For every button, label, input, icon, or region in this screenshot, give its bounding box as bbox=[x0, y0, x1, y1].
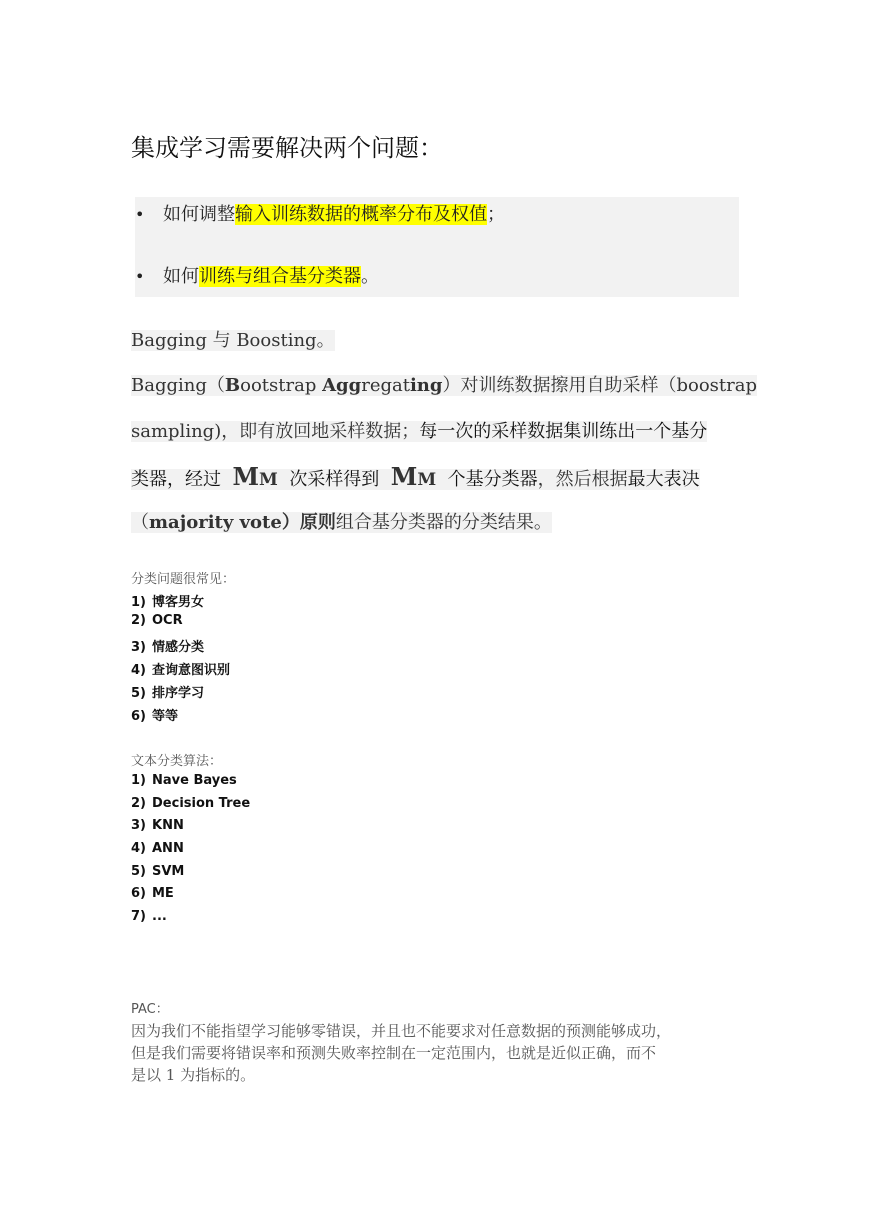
list-num: 1) bbox=[131, 773, 146, 788]
bullet-item bbox=[135, 262, 379, 288]
bagging-para-line-4 bbox=[131, 508, 552, 534]
bullet-highlight: 训练与组合基分类器 bbox=[199, 266, 361, 287]
bullet-dot-icon: • bbox=[135, 267, 145, 286]
list-text: KNN bbox=[152, 818, 184, 833]
bullet-dot-icon: • bbox=[135, 205, 145, 224]
text-run: 类器，经过 bbox=[131, 469, 221, 490]
bagging-boosting-line bbox=[131, 326, 335, 352]
list-num: 3) bbox=[131, 818, 146, 833]
pac-line: 但是我们需要将错误率和预测失败率控制在一定范围内，也就是近似正确，而不 bbox=[131, 1044, 657, 1062]
math-m: M bbox=[259, 470, 278, 490]
bullet-post: 。 bbox=[361, 266, 379, 287]
list-text: ... bbox=[152, 909, 167, 924]
list-text: 博客男女 bbox=[152, 595, 205, 610]
text-run: Bagging（ bbox=[131, 375, 225, 396]
list-num: 1) bbox=[131, 595, 146, 610]
list-num: 5) bbox=[131, 864, 146, 879]
pac-line: 因为我们不能指望学习能够零错误，并且也不能要求对任意数据的预测能够成功， bbox=[131, 1022, 672, 1040]
text-run: ，然后根据 bbox=[537, 469, 628, 490]
list-item bbox=[131, 659, 230, 678]
list-num: 4) bbox=[131, 841, 146, 856]
list-item bbox=[131, 591, 204, 610]
list-item bbox=[131, 613, 183, 628]
list-item bbox=[131, 909, 167, 924]
list-item bbox=[131, 705, 178, 724]
list-text: Decision Tree bbox=[152, 796, 251, 811]
text-run-bold: ）原则 bbox=[281, 512, 336, 533]
bullet-post: ； bbox=[487, 204, 505, 225]
list-text: OCR bbox=[152, 613, 183, 628]
list-num: 4) bbox=[131, 663, 146, 678]
list-item bbox=[131, 886, 174, 901]
text-run-bold: B bbox=[224, 375, 241, 396]
text-run-emphasis: 每一次的采样数据集训练出一个基分 bbox=[419, 421, 708, 442]
list-text: ME bbox=[152, 886, 174, 901]
list-num: 7) bbox=[131, 909, 146, 924]
bagging-para-line-3 bbox=[131, 462, 700, 491]
list-text: 查询意图识别 bbox=[152, 663, 231, 678]
text-run: ootstrap bbox=[240, 375, 323, 396]
math-m: M bbox=[417, 470, 437, 490]
text-run: 最大表决 bbox=[627, 469, 700, 490]
text-run: 组合基分类器的分类结果。 bbox=[335, 512, 552, 533]
list-item bbox=[131, 682, 204, 701]
text-run: （ bbox=[131, 512, 149, 533]
pac-title: PAC： bbox=[131, 1002, 169, 1017]
text-run: 次采样得到 bbox=[289, 469, 380, 490]
bagging-boosting-text: Bagging 与 Boosting。 bbox=[131, 330, 335, 351]
list-num: 3) bbox=[131, 640, 146, 655]
text-run-bold: ing bbox=[409, 375, 443, 396]
text-run-bold: Agg bbox=[322, 375, 362, 396]
math-m: M bbox=[232, 462, 260, 491]
bagging-para-line-1 bbox=[131, 371, 757, 397]
list-item bbox=[131, 864, 184, 879]
list-text: SVM bbox=[152, 864, 185, 879]
text-run: sampling)，即有放回地采样数据； bbox=[131, 421, 420, 442]
list-item bbox=[131, 773, 237, 788]
list-num: 6) bbox=[131, 709, 146, 724]
text-run: regat bbox=[361, 375, 410, 396]
list-item bbox=[131, 636, 204, 655]
list-num: 5) bbox=[131, 686, 146, 701]
bullet-pre: 如何 bbox=[163, 266, 199, 287]
list-text: 情感分类 bbox=[152, 640, 205, 655]
list-item bbox=[131, 818, 184, 833]
algorithms-heading: 文本分类算法： bbox=[131, 754, 223, 769]
page-title: 集成学习需要解决两个问题： bbox=[131, 134, 443, 162]
math-m: M bbox=[390, 462, 418, 491]
bullet-highlight: 输入训练数据的概率分布及权值 bbox=[235, 204, 487, 225]
list-num: 2) bbox=[131, 613, 146, 628]
bagging-para-line-2 bbox=[131, 417, 707, 443]
bullet-pre: 如何调整 bbox=[163, 204, 235, 225]
list-text: 排序学习 bbox=[152, 686, 205, 701]
list-text: Nave Bayes bbox=[152, 773, 237, 788]
list-text: ANN bbox=[152, 841, 184, 856]
bullet-item bbox=[135, 200, 505, 226]
list-text: 等等 bbox=[152, 709, 179, 724]
pac-paragraph bbox=[131, 1020, 751, 1086]
list-item bbox=[131, 841, 184, 856]
text-run-bold: majority vote bbox=[149, 512, 282, 533]
list-item bbox=[131, 796, 250, 811]
text-run: 个基分类器 bbox=[447, 469, 538, 490]
classification-heading: 分类问题很常见： bbox=[131, 572, 236, 587]
list-num: 2) bbox=[131, 796, 146, 811]
list-num: 6) bbox=[131, 886, 146, 901]
pac-line: 是以 1 为指标的。 bbox=[131, 1066, 256, 1084]
text-run: ）对训练数据擦用自助采样（boostrap bbox=[442, 375, 758, 396]
